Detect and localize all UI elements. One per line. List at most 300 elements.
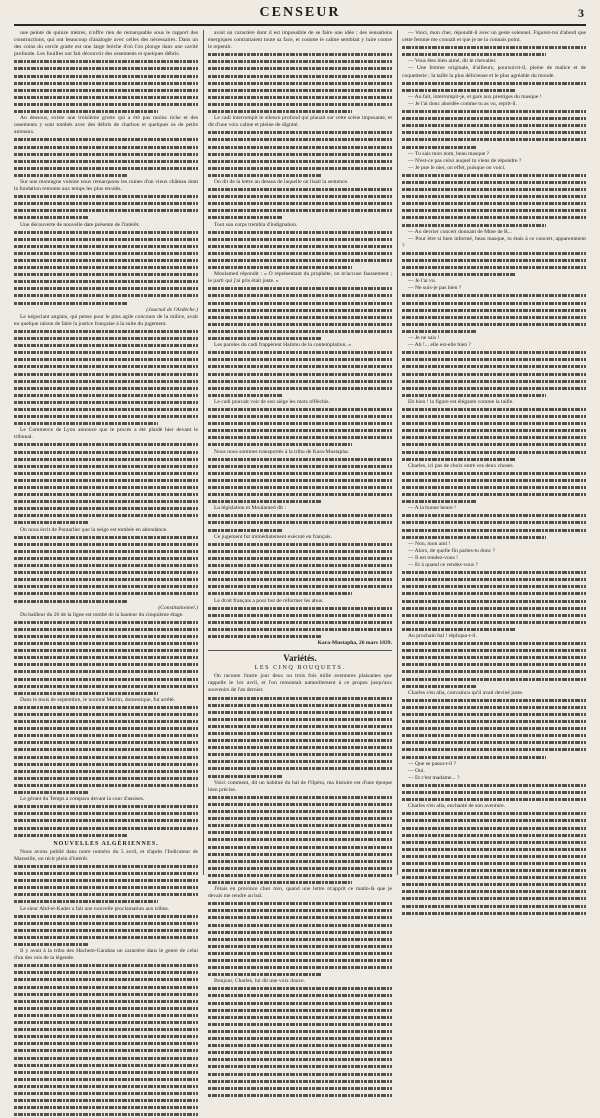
text-line — [14, 292, 198, 299]
text-line — [208, 356, 392, 363]
text-line — [402, 817, 586, 824]
text-line — [402, 654, 586, 661]
article-paragraph: — Ne suis-je pas bien ? — [408, 285, 462, 292]
article-paragraph: Charles, ici pas de choix entre ces deux choses. — [408, 462, 514, 469]
text-line — [14, 512, 198, 519]
text-line — [14, 810, 198, 817]
text-line — [208, 151, 392, 158]
article-paragraph: Sur une montagne voisine nous remarquons les ruines d'un vieux château dont la fondation remonte aux temps les plus reculés. — [14, 178, 198, 193]
text-line — [402, 264, 586, 271]
text-line — [14, 229, 198, 236]
text-line — [208, 73, 392, 80]
text-line — [402, 598, 586, 605]
text-line — [402, 782, 586, 789]
text-line — [14, 934, 198, 941]
text-line — [14, 1005, 198, 1012]
text-line — [14, 569, 198, 576]
text-line — [402, 576, 586, 583]
article-paragraph: Une découverte de nouvelle date présente de l'intérêt. — [20, 221, 140, 228]
masthead — [14, 4, 586, 26]
text-line — [402, 825, 586, 832]
text-line — [402, 307, 586, 314]
text-line — [14, 984, 198, 991]
text-line — [14, 80, 198, 87]
text-line — [14, 825, 198, 832]
text-line — [14, 711, 198, 718]
text-line — [208, 1085, 392, 1092]
article-paragraph: avait un caractère dont il est impossible de se faire une idée ; des sensations énergiques contrariaient toute sa face, et comme le calme semblait y luire contre le repentir. — [208, 30, 392, 51]
text-line — [14, 1047, 198, 1054]
text-line — [402, 108, 586, 115]
text-line — [402, 661, 586, 668]
text-line — [14, 1012, 198, 1019]
text-line — [402, 725, 586, 732]
article-paragraph: Le négociant anglais, qui pense pour le plus agile concours de la milice, avait eu quelque raison de faire la justice française à la suite du jugement. — [14, 313, 198, 327]
text-line — [208, 1000, 392, 1007]
text-line — [402, 711, 586, 718]
text-line — [402, 406, 586, 413]
text-line — [402, 136, 586, 143]
text-line — [402, 619, 586, 626]
text-line — [208, 808, 392, 815]
text-line — [14, 363, 198, 370]
text-line — [14, 477, 198, 484]
text-line — [208, 562, 392, 569]
text-line — [402, 328, 477, 335]
text-line — [208, 773, 283, 780]
columns — [14, 30, 586, 985]
section-subtitle: LES CINQ BOUQUETS. — [254, 664, 346, 672]
article-paragraph: — Que se passa-t-il ? — [408, 760, 457, 767]
text-line — [208, 872, 392, 879]
text-line — [14, 877, 198, 884]
text-line — [14, 534, 198, 541]
text-line — [208, 936, 392, 943]
text-line — [402, 491, 586, 498]
text-line — [14, 690, 158, 697]
text-line — [402, 200, 586, 207]
text-line — [14, 583, 198, 590]
text-line — [14, 151, 198, 158]
text-line — [208, 985, 392, 992]
column-divider — [203, 30, 204, 875]
text-line — [14, 172, 128, 179]
text-line — [208, 349, 392, 356]
text-line — [208, 576, 392, 583]
text-line — [14, 991, 198, 998]
article-paragraph: Moulamed répondit : « O représentant du prophète, on m'accuse faussement ; le parti qui j'ai pris était juste. » — [208, 271, 392, 285]
text-line — [208, 250, 392, 257]
text-line — [402, 449, 586, 456]
text-line — [14, 441, 198, 448]
text-line — [14, 392, 198, 399]
text-line — [402, 356, 586, 363]
text-line — [14, 463, 198, 470]
text-line — [208, 456, 392, 463]
article-paragraph: — Au fait, interrompit-je, et gare aux prestiges du masque ! — [408, 93, 542, 100]
text-line — [402, 80, 586, 87]
text-line — [402, 51, 546, 58]
text-line — [14, 884, 198, 891]
text-line — [208, 716, 392, 723]
article-paragraph: — Je ne sais ! — [408, 335, 440, 342]
text-line — [402, 746, 586, 753]
text-line — [208, 751, 392, 758]
text-line — [14, 449, 198, 456]
text-line — [402, 789, 586, 796]
text-line — [402, 754, 546, 761]
article-paragraph: Voici comment, dit un habitué du bal de l'Opéra, ma histoire est d'une époque bien précise. — [208, 779, 392, 793]
text-line — [14, 626, 198, 633]
article-paragraph: — Ah !... elle est-elle bien ? — [408, 342, 471, 349]
text-line — [208, 434, 392, 441]
article-paragraph: Du bailleur du 26 de la ligne est tombé de la hauteur du cinquième étage. — [20, 611, 184, 618]
text-line — [208, 744, 392, 751]
text-line — [402, 193, 586, 200]
article-paragraph: Les paroles du cadi frappèrent Halimu de la contemplation. » — [214, 342, 351, 349]
text-line — [208, 971, 322, 978]
text-line — [208, 709, 392, 716]
text-line — [402, 626, 516, 633]
section-title: Variétés. — [208, 650, 392, 664]
text-line — [402, 534, 546, 541]
text-line — [208, 583, 392, 590]
text-line — [402, 605, 586, 612]
text-line — [208, 328, 392, 335]
text-line — [14, 913, 198, 920]
article-paragraph: Eh bien ! la figure est élégante comme la taille. — [408, 398, 514, 405]
text-line — [14, 668, 198, 675]
text-line — [208, 822, 392, 829]
text-line — [14, 1069, 198, 1076]
text-line — [402, 214, 586, 221]
article-paragraph: — Je l'ai donc abordée comme tu as vu, reprit-il. — [408, 100, 517, 107]
text-line — [208, 794, 392, 801]
text-line — [402, 257, 586, 264]
text-line — [208, 758, 392, 765]
text-line — [208, 612, 392, 619]
text-line — [208, 879, 352, 886]
text-line — [14, 342, 198, 349]
text-line — [208, 723, 392, 730]
text-line — [208, 427, 392, 434]
text-line — [14, 775, 198, 782]
text-line — [208, 590, 352, 597]
text-line — [402, 292, 586, 299]
text-line — [402, 392, 546, 399]
text-line — [402, 477, 586, 484]
text-line — [14, 863, 198, 870]
text-line — [14, 555, 198, 562]
text-line — [208, 477, 392, 484]
text-line — [14, 541, 198, 548]
text-line — [14, 683, 198, 690]
text-line — [402, 704, 586, 711]
text-line — [208, 519, 392, 526]
text-line — [402, 683, 477, 690]
source-note: (Constitutionnel.) — [158, 604, 198, 611]
text-line — [14, 920, 198, 927]
text-line — [14, 158, 198, 165]
article-paragraph: Au dessous, existe une troisième grotte qui a été pas moins riche et des ossements y sont tombés avec des débris de charbon et quelques os de petits animaux. — [14, 115, 198, 136]
text-line — [208, 836, 392, 843]
text-line — [208, 950, 392, 957]
text-line — [14, 285, 198, 292]
text-line — [14, 562, 198, 569]
text-line — [14, 898, 158, 905]
text-line — [14, 278, 198, 285]
text-line — [14, 832, 128, 839]
text-line — [208, 243, 392, 250]
text-line — [14, 576, 198, 583]
text-line — [402, 668, 586, 675]
text-line — [208, 314, 392, 321]
text-line — [14, 250, 198, 257]
text-line — [14, 891, 198, 898]
text-line — [14, 962, 198, 969]
text-line — [402, 590, 586, 597]
text-line — [402, 881, 586, 888]
article-paragraph: — Pour être si bien informé, beau masque, tu étais à ce concert, apparemment ? — [402, 235, 586, 249]
text-line — [208, 292, 392, 299]
text-line — [208, 371, 392, 378]
text-line — [208, 101, 392, 108]
text-line — [14, 87, 198, 94]
text-line — [208, 463, 392, 470]
text-line — [14, 356, 198, 363]
text-line — [402, 250, 586, 257]
text-line — [208, 1014, 392, 1021]
text-line — [402, 456, 516, 463]
article-paragraph: J'étais en province chez moi, quand une lettre m'apprit ce matin-là que je devais me rendre au bal. — [208, 886, 392, 900]
article-paragraph: Au prochain bal ! répliqua-t-il. — [408, 632, 477, 639]
text-line — [208, 555, 392, 562]
text-line — [208, 907, 392, 914]
text-line — [402, 874, 586, 881]
text-line — [14, 73, 198, 80]
text-line — [14, 654, 198, 661]
text-line — [402, 470, 586, 477]
text-line — [208, 200, 392, 207]
text-line — [208, 385, 392, 392]
text-line — [14, 718, 198, 725]
text-line — [208, 1049, 392, 1056]
text-line — [14, 101, 198, 108]
text-line — [14, 1033, 198, 1040]
text-line — [402, 839, 586, 846]
text-line — [402, 207, 586, 214]
text-line — [208, 527, 283, 534]
text-line — [14, 207, 198, 214]
text-line — [208, 695, 392, 702]
text-line — [208, 165, 392, 172]
section-heading: NOUVELLES ALGÉRIENNES. — [53, 840, 159, 847]
text-line — [14, 782, 198, 789]
article-paragraph: Dans le mois de septembre, le nommé Martin, domestique, fut arrêté. — [20, 696, 176, 703]
text-line — [14, 378, 198, 385]
text-line — [14, 941, 89, 948]
text-line — [208, 844, 392, 851]
text-line — [208, 214, 283, 221]
text-line — [208, 378, 392, 385]
text-line — [14, 200, 198, 207]
article-paragraph: — Je pue le nier, on effet, puisque on voici. — [408, 164, 506, 171]
text-line — [208, 1042, 392, 1049]
text-line — [14, 927, 198, 934]
text-line — [208, 765, 392, 772]
text-line — [208, 605, 392, 612]
text-line — [14, 65, 198, 72]
text-line — [402, 583, 586, 590]
article-paragraph: Nous nous sommes transportés à la tribu de Kara-Mustapha. — [214, 448, 349, 455]
text-line — [14, 371, 198, 378]
text-line — [208, 1021, 392, 1028]
text-line — [208, 737, 392, 744]
text-line — [208, 51, 392, 58]
article-paragraph: Il y avait à la tribu des Hachem-Garabas un caractère dans le genre de celui d'un des rois de la légende. — [14, 948, 198, 962]
text-line — [208, 193, 392, 200]
text-line — [402, 676, 586, 683]
text-line — [208, 1028, 392, 1035]
text-line — [208, 1092, 392, 1099]
text-line — [402, 371, 586, 378]
text-line — [14, 271, 198, 278]
text-line — [14, 406, 198, 413]
text-line — [208, 392, 283, 399]
text-line — [402, 144, 477, 151]
column-3 — [402, 30, 586, 875]
text-line — [402, 484, 586, 491]
text-line — [14, 754, 198, 761]
text-line — [14, 236, 198, 243]
text-line — [208, 851, 392, 858]
text-line — [208, 1056, 392, 1063]
text-line — [402, 44, 586, 51]
text-line — [208, 94, 392, 101]
text-line — [208, 1071, 392, 1078]
article-paragraph: — Tu sais mon nom, beau masque ? — [408, 150, 490, 157]
text-line — [402, 321, 586, 328]
text-line — [402, 527, 586, 534]
text-line — [402, 910, 586, 917]
text-line — [402, 739, 586, 746]
text-line — [14, 1104, 198, 1111]
column-2 — [208, 30, 392, 985]
text-line — [402, 427, 586, 434]
article-paragraph: Ce jugement fut immédiatement exécuté en français. — [214, 533, 332, 540]
text-line — [402, 378, 586, 385]
article-paragraph: Le cadi interrompit le silence profond qui planait sur cette scène imposante, et dit d'une voix calme et pleine de dignité. — [208, 115, 392, 129]
text-line — [208, 307, 392, 314]
text-line — [208, 730, 392, 737]
text-line — [402, 519, 586, 526]
text-line — [208, 633, 322, 640]
text-line — [14, 969, 198, 976]
text-line — [14, 1062, 198, 1069]
text-line — [208, 702, 392, 709]
dateline: Kara-Mustapha, 26 mars 1839. — [317, 640, 392, 647]
text-line — [402, 122, 586, 129]
text-line — [402, 314, 586, 321]
text-line — [208, 129, 392, 136]
text-line — [14, 1076, 198, 1083]
text-line — [208, 285, 392, 292]
article-paragraph: Le droit français a pour but de réformer les abus. — [214, 597, 324, 604]
text-line — [14, 519, 89, 526]
newspaper-page — [14, 4, 586, 985]
text-line — [14, 619, 198, 626]
text-line — [14, 385, 198, 392]
text-line — [208, 900, 392, 907]
article-paragraph: On dit de la lettre au dessus de laquelle on lisait la sentence. — [214, 178, 349, 185]
text-line — [14, 193, 198, 200]
article-paragraph: La législation et Moulamed dit : — [214, 505, 286, 512]
text-line — [14, 739, 198, 746]
article-paragraph: — Et c'est madame... ? — [408, 774, 460, 781]
text-line — [14, 761, 198, 768]
text-line — [208, 470, 392, 477]
text-line — [14, 257, 198, 264]
text-line — [208, 498, 322, 505]
text-line — [14, 1055, 198, 1062]
text-line — [14, 976, 198, 983]
article-paragraph: — N'est-ce pas celui auquel tu viens de répondre ? — [408, 157, 522, 164]
text-line — [14, 1090, 198, 1097]
text-line — [208, 619, 392, 626]
text-line — [14, 328, 198, 335]
text-line — [402, 385, 586, 392]
text-line — [208, 136, 392, 143]
text-line — [208, 1035, 392, 1042]
text-line — [14, 590, 198, 597]
text-line — [14, 548, 198, 555]
masthead-title: CENSEUR — [259, 5, 341, 20]
article-paragraph: — Non, mon ami ! — [408, 540, 451, 547]
text-line — [208, 335, 322, 342]
text-line — [402, 271, 516, 278]
text-line — [208, 914, 392, 921]
text-line — [208, 992, 392, 999]
text-line — [14, 661, 198, 668]
text-line — [14, 243, 198, 250]
text-line — [402, 300, 586, 307]
text-line — [402, 853, 586, 860]
text-line — [14, 484, 198, 491]
text-line — [402, 363, 586, 370]
column-divider — [397, 30, 398, 875]
text-line — [402, 846, 586, 853]
text-line — [208, 65, 392, 72]
text-line — [14, 1026, 198, 1033]
article-paragraph: une peinte de quinze mètres, n'offre rien de remarquable sous le rapport des constructions, qui ont beaucoup d'analogie avec celles des nécessaires. Dans un des coins du cercle gratte est une large brèche d'où l'on plonge dans une cavité profonde. Les fouilles ont fait découvrir des ossements et quelques débris. — [14, 30, 198, 58]
article-paragraph: — Vous êtes bien aimé, dit le chevalier. — [408, 58, 497, 65]
text-line — [402, 115, 586, 122]
text-line — [14, 1111, 198, 1118]
text-line — [402, 732, 586, 739]
column-1 — [14, 30, 198, 962]
text-line — [208, 1078, 392, 1085]
text-line — [208, 484, 392, 491]
text-line — [402, 498, 477, 505]
text-line — [208, 922, 392, 929]
text-line — [14, 633, 198, 640]
text-line — [208, 626, 392, 633]
text-line — [14, 456, 198, 463]
text-line — [402, 697, 586, 704]
text-line — [402, 647, 586, 654]
text-line — [14, 335, 198, 342]
text-line — [14, 1097, 198, 1104]
